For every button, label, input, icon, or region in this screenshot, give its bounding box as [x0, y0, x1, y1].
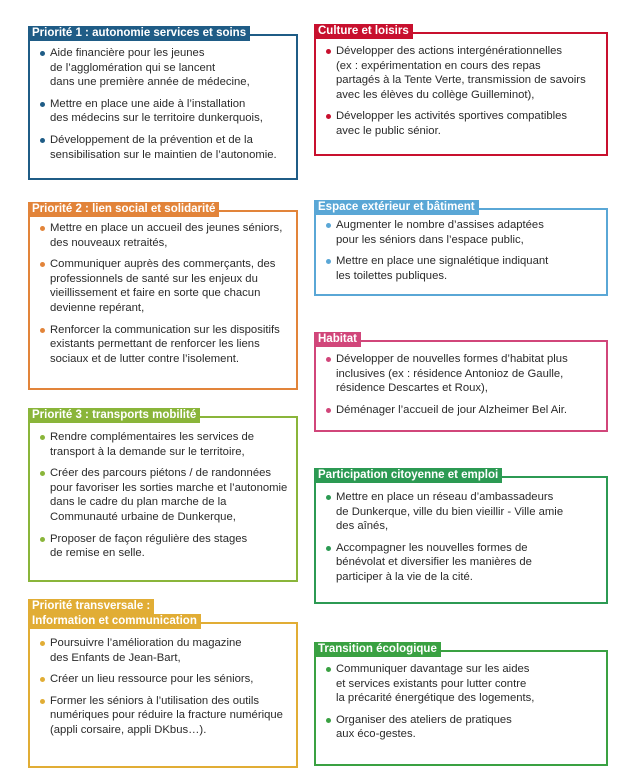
- list-item: Communiquer auprès des commerçants, des professionnels de santé sur les enjeux du vieillissement et faire en sorte que chacun devienne repérant,: [40, 257, 290, 315]
- card-title: Priorité 1 : autonomie services et soins: [28, 26, 250, 41]
- list-item: Créer des parcours piétons / de randonnées pour favoriser les sorties marche et l’autonomie dans le cadre du plan marche de la Communauté urbaine de Dunkerque,: [40, 466, 290, 524]
- card-transition: [314, 643, 608, 766]
- list-item: Aide financière pour les jeunes de l’agglomération qui se lancent dans une première année de médecine,: [40, 46, 290, 90]
- item-list: [40, 46, 290, 169]
- card-title: Habitat: [314, 332, 361, 347]
- list-item: Rendre complémentaires les services de transport à la demande sur le territoire,: [40, 430, 290, 459]
- bullet-icon: [326, 114, 331, 119]
- bullet-icon: [326, 259, 331, 264]
- card-title: Culture et loisirs: [314, 24, 413, 39]
- bullet-icon: [40, 537, 45, 542]
- card-title: Transition écologique: [314, 642, 441, 657]
- card-title: Priorité transversale :: [28, 599, 154, 614]
- list-item: Poursuivre l’amélioration du magazine des Enfants de Jean-Bart,: [40, 636, 290, 665]
- bullet-icon: [326, 357, 331, 362]
- card-priorite-1: [28, 27, 298, 180]
- list-item: Déménager l’accueil de jour Alzheimer Bel Air.: [326, 403, 600, 418]
- bullet-icon: [326, 408, 331, 413]
- card-priorite-3: [28, 409, 298, 582]
- list-item: Renforcer la communication sur les dispositifs existants permettant de renforcer les liens sociaux et de lutter contre l’isolement.: [40, 323, 290, 367]
- list-item: Mettre en place un accueil des jeunes séniors, des nouveaux retraités,: [40, 221, 290, 250]
- list-item: Communiquer davantage sur les aides et services existants pour lutter contre la précarité énergétique des logements,: [326, 662, 600, 706]
- bullet-icon: [326, 495, 331, 500]
- item-list: [40, 430, 290, 568]
- list-item: Développer de nouvelles formes d’habitat plus inclusives (ex : résidence Antonioz de Gaulle, résidence Descartes et Roux),: [326, 352, 600, 396]
- card-participation: [314, 469, 608, 604]
- bullet-icon: [40, 226, 45, 231]
- bullet-icon: [40, 699, 45, 704]
- card-title: Participation citoyenne et emploi: [314, 468, 502, 483]
- bullet-icon: [326, 49, 331, 54]
- list-item: Créer un lieu ressource pour les séniors,: [40, 672, 290, 687]
- list-item: Mettre en place une aide à l’installation des médecins sur le territoire dunkerquois,: [40, 97, 290, 126]
- item-list: [326, 490, 600, 592]
- card-title: Priorité 2 : lien social et solidarité: [28, 202, 219, 217]
- card-priorite-transversale: [28, 600, 298, 768]
- list-item: Augmenter le nombre d’assises adaptées pour les séniors dans l’espace public,: [326, 218, 600, 247]
- card-habitat: [314, 333, 608, 432]
- card-title: Espace extérieur et bâtiment: [314, 200, 479, 215]
- card-subtitle: Information et communication: [28, 614, 201, 629]
- card-culture: [314, 25, 608, 156]
- item-list: [326, 44, 600, 146]
- bullet-icon: [40, 641, 45, 646]
- list-item: Former les séniors à l’utilisation des outils numériques pour réduire la fracture numérique (appli corsaire, appli DKbus…).: [40, 694, 290, 738]
- bullet-icon: [40, 677, 45, 682]
- bullet-icon: [326, 667, 331, 672]
- list-item: Développer les activités sportives compatibles avec le public sénior.: [326, 109, 600, 138]
- card-espace: [314, 201, 608, 296]
- list-item: Organiser des ateliers de pratiques aux éco-gestes.: [326, 713, 600, 742]
- bullet-icon: [40, 471, 45, 476]
- item-list: [326, 662, 600, 749]
- bullet-icon: [326, 718, 331, 723]
- bullet-icon: [40, 51, 45, 56]
- card-title: Priorité 3 : transports mobilité: [28, 408, 200, 423]
- bullet-icon: [326, 546, 331, 551]
- bullet-icon: [40, 262, 45, 267]
- item-list: [40, 636, 290, 745]
- list-item: Développer des actions intergénérationnelles (ex : expérimentation en cours des repas partagés à la Tente Verte, transmission de savoirs avec les élèves du collège Guilleminot),: [326, 44, 600, 102]
- list-item: Développement de la prévention et de la sensibilisation sur le maintien de l’autonomie.: [40, 133, 290, 162]
- bullet-icon: [40, 102, 45, 107]
- item-list: [326, 352, 600, 424]
- item-list: [40, 221, 290, 373]
- list-item: Proposer de façon régulière des stages de remise en selle.: [40, 532, 290, 561]
- list-item: Mettre en place un réseau d’ambassadeurs de Dunkerque, ville du bien vieillir - Ville amie des aînés,: [326, 490, 600, 534]
- bullet-icon: [326, 223, 331, 228]
- item-list: [326, 218, 600, 290]
- list-item: Mettre en place une signalétique indiquant les toilettes publiques.: [326, 254, 600, 283]
- bullet-icon: [40, 138, 45, 143]
- bullet-icon: [40, 328, 45, 333]
- card-priorite-2: [28, 203, 298, 390]
- bullet-icon: [40, 435, 45, 440]
- list-item: Accompagner les nouvelles formes de bénévolat et diversifier les manières de participer à la vie de la cité.: [326, 541, 600, 585]
